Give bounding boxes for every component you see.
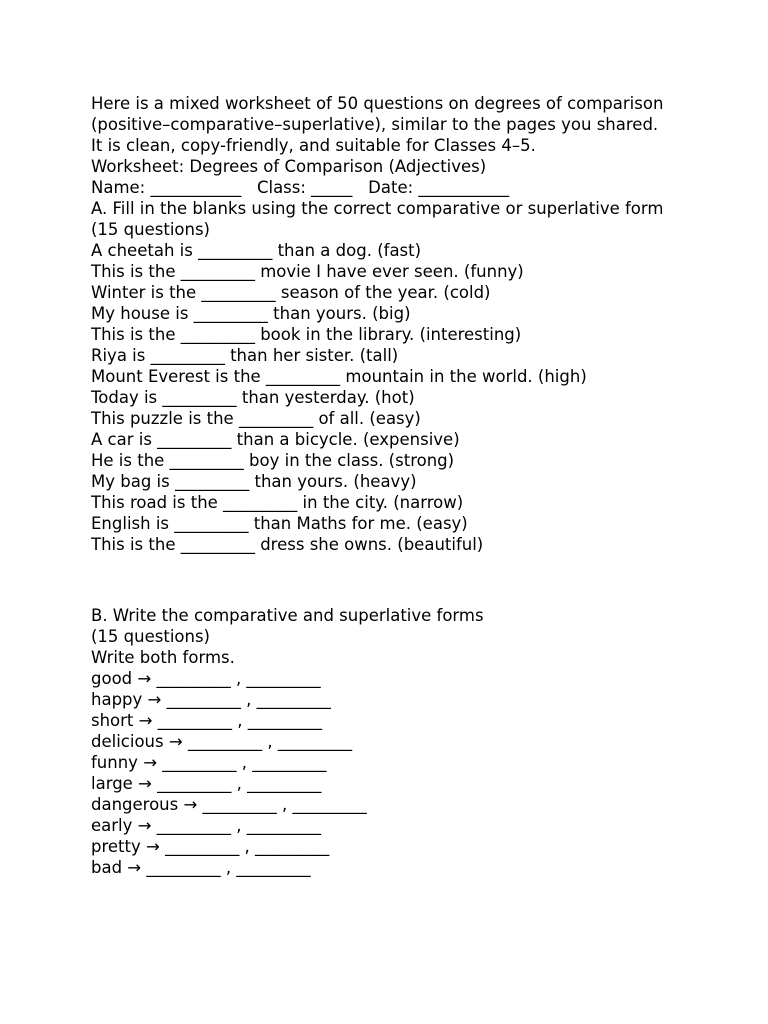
question-item: A cheetah is _________ than a dog. (fast) — [91, 241, 422, 260]
question-item: This road is the _________ in the city. (narrow) — [91, 493, 464, 512]
intro-paragraph: Here is a mixed worksheet of 50 questions on degrees of comparison (positive–comparative–superlative), similar to the pages you shared. — [91, 94, 669, 134]
section-b-heading: B. Write the comparative and superlative forms — [91, 606, 484, 625]
form-item: delicious → _________ , _________ — [91, 732, 353, 751]
question-item: Riya is _________ than her sister. (tall) — [91, 346, 399, 365]
form-item: pretty → _________ , _________ — [91, 837, 330, 856]
form-item: bad → _________ , _________ — [91, 858, 311, 877]
worksheet-title: Worksheet: Degrees of Comparison (Adjectives) — [91, 157, 487, 176]
question-item: This is the _________ book in the library. (interesting) — [91, 325, 522, 344]
section-gap — [91, 555, 731, 605]
section-b-count: (15 questions) — [91, 627, 210, 646]
form-item: dangerous → _________ , _________ — [91, 795, 367, 814]
question-item: This puzzle is the _________ of all. (easy) — [91, 409, 421, 428]
question-item: Mount Everest is the _________ mountain in the world. (high) — [91, 367, 587, 386]
question-item: Winter is the _________ season of the year. (cold) — [91, 283, 491, 302]
worksheet-page — [91, 93, 731, 878]
form-item: large → _________ , _________ — [91, 774, 322, 793]
question-item: My house is _________ than yours. (big) — [91, 304, 411, 323]
name-class-date-line: Name: ___________ Class: _____ Date: ___________ — [91, 178, 510, 197]
form-item: short → _________ , _________ — [91, 711, 322, 730]
question-item: He is the _________ boy in the class. (strong) — [91, 451, 455, 470]
question-item: A car is _________ than a bicycle. (expensive) — [91, 430, 460, 449]
section-a-count: (15 questions) — [91, 220, 210, 239]
section-b-instruction: Write both forms. — [91, 648, 235, 667]
question-item: My bag is _________ than yours. (heavy) — [91, 472, 417, 491]
section-a-heading: A. Fill in the blanks using the correct comparative or superlative form — [91, 199, 664, 218]
intro-suitability: It is clean, copy-friendly, and suitable for Classes 4–5. — [91, 136, 536, 155]
form-item: good → _________ , _________ — [91, 669, 321, 688]
form-item: funny → _________ , _________ — [91, 753, 327, 772]
section-a-questions — [91, 240, 731, 555]
form-item: early → _________ , _________ — [91, 816, 321, 835]
question-item: English is _________ than Maths for me. (easy) — [91, 514, 468, 533]
form-item: happy → _________ , _________ — [91, 690, 331, 709]
question-item: This is the _________ movie I have ever seen. (funny) — [91, 262, 524, 281]
question-item: This is the _________ dress she owns. (beautiful) — [91, 535, 484, 554]
section-b-items — [91, 668, 731, 878]
question-item: Today is _________ than yesterday. (hot) — [91, 388, 415, 407]
